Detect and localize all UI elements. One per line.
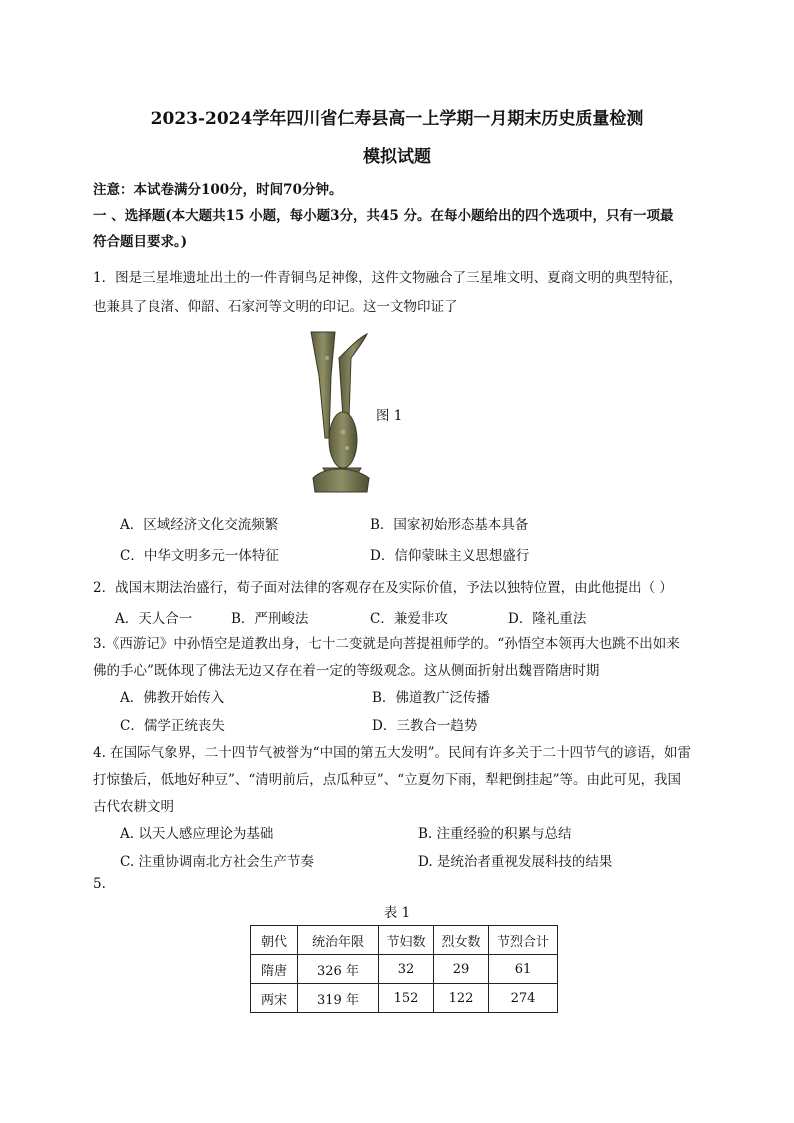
table-header-cell: 节烈合计 [489, 926, 558, 955]
question-4-line2: 打惊蛰后，低地好种豆”、“清明前后，点瓜种豆”、“立夏勿下雨，犁耙倒挂起”等。由此可见，我国 [93, 772, 682, 788]
bronze-bird-foot-figure-image [305, 328, 373, 496]
table-cell: 274 [489, 984, 558, 1013]
question-4-option-a[interactable]: A. 以天人感应理论为基础 [120, 826, 274, 842]
table-header-row [251, 926, 558, 955]
question-1-line1: 1．图是三星堆遗址出土的一件青铜鸟足神像，这件文物融合了三星堆文明、夏商文明的典型特征， [93, 270, 683, 286]
question-1-option-d[interactable]: D．信仰蒙昧主义思想盛行 [370, 548, 530, 564]
table-cell: 两宋 [251, 984, 298, 1013]
question-2-option-d[interactable]: D．隆礼重法 [508, 611, 587, 627]
question-4-option-b[interactable]: B. 注重经验的积累与总结 [418, 826, 572, 842]
question-3-option-d[interactable]: D．三教合一趋势 [372, 718, 478, 734]
table-header-cell: 统治年限 [298, 926, 379, 955]
question-3-option-a[interactable]: A．佛教开始传入 [120, 690, 225, 706]
section-instructions-line1: 一 、选择题(本大题共15 小题，每小题3分，共45 分。在每小题给出的四个选项中，只有一项最 [93, 208, 674, 224]
table-cell: 隋唐 [251, 955, 298, 984]
table-header-cell: 烈女数 [434, 926, 489, 955]
question-3-line1: 3.《西游记》中孙悟空是道教出身，七十二变就是向菩提祖师学的。“孙悟空本领再大也跳不出如来 [93, 636, 680, 652]
question-2-option-c[interactable]: C．兼爱非攻 [370, 611, 448, 627]
table-cell: 32 [379, 955, 434, 984]
question-4-line3: 古代农耕文明 [93, 799, 174, 815]
question-2-option-a[interactable]: A．天人合一 [115, 611, 193, 627]
question-1-option-b[interactable]: B．国家初始形态基本具备 [370, 517, 529, 533]
table-cell: 326 年 [298, 955, 379, 984]
table-row [251, 984, 558, 1013]
table-cell: 61 [489, 955, 558, 984]
question-1-option-a[interactable]: A．区域经济文化交流频繁 [120, 517, 279, 533]
figure-1-label: 图 1 [376, 408, 403, 424]
question-3-option-b[interactable]: B．佛道教广泛传播 [372, 690, 490, 706]
table-cell: 152 [379, 984, 434, 1013]
chastity-statistics-table [250, 925, 558, 1013]
question-2-option-b[interactable]: B．严刑峻法 [231, 611, 309, 627]
question-5-number: 5. [93, 876, 106, 892]
exam-title: 2023-2024学年四川省仁寿县高一上学期一月期末历史质量检测 [150, 109, 644, 129]
question-4-line1: 4. 在国际气象界，二十四节气被誉为“中国的第五大发明”。民间有许多关于二十四节气的谚语，如雷 [93, 745, 691, 761]
table-cell: 29 [434, 955, 489, 984]
table-1-caption: 表 1 [383, 905, 411, 921]
exam-notice: 注意：本试卷满分100分，时间70分钟。 [93, 182, 343, 198]
question-1-line2: 也兼具了良渚、仰韶、石家河等文明的印记。这一文物印证了 [93, 299, 458, 315]
question-4-option-d[interactable]: D. 是统治者重视发展科技的结果 [418, 854, 613, 870]
section-instructions-line2: 符合题目要求。) [93, 234, 188, 250]
exam-subtitle: 模拟试题 [363, 147, 431, 167]
table-cell: 319 年 [298, 984, 379, 1013]
table-cell: 122 [434, 984, 489, 1013]
question-2-line1: 2．战国末期法治盛行，荀子面对法律的客观存在及实际价值，予法以独特位置，由此他提出（ ） [93, 580, 673, 596]
question-3-line2: 佛的手心”既体现了佛法无边又存在着一定的等级观念。这从侧面折射出魏晋隋唐时期 [93, 663, 600, 679]
question-4-option-c[interactable]: C. 注重协调南北方社会生产节奏 [120, 854, 314, 870]
question-1-option-c[interactable]: C．中华文明多元一体特征 [120, 548, 279, 564]
table-header-cell: 节妇数 [379, 926, 434, 955]
table-header-cell: 朝代 [251, 926, 298, 955]
table-row [251, 955, 558, 984]
question-3-option-c[interactable]: C．儒学正统丧失 [120, 718, 225, 734]
